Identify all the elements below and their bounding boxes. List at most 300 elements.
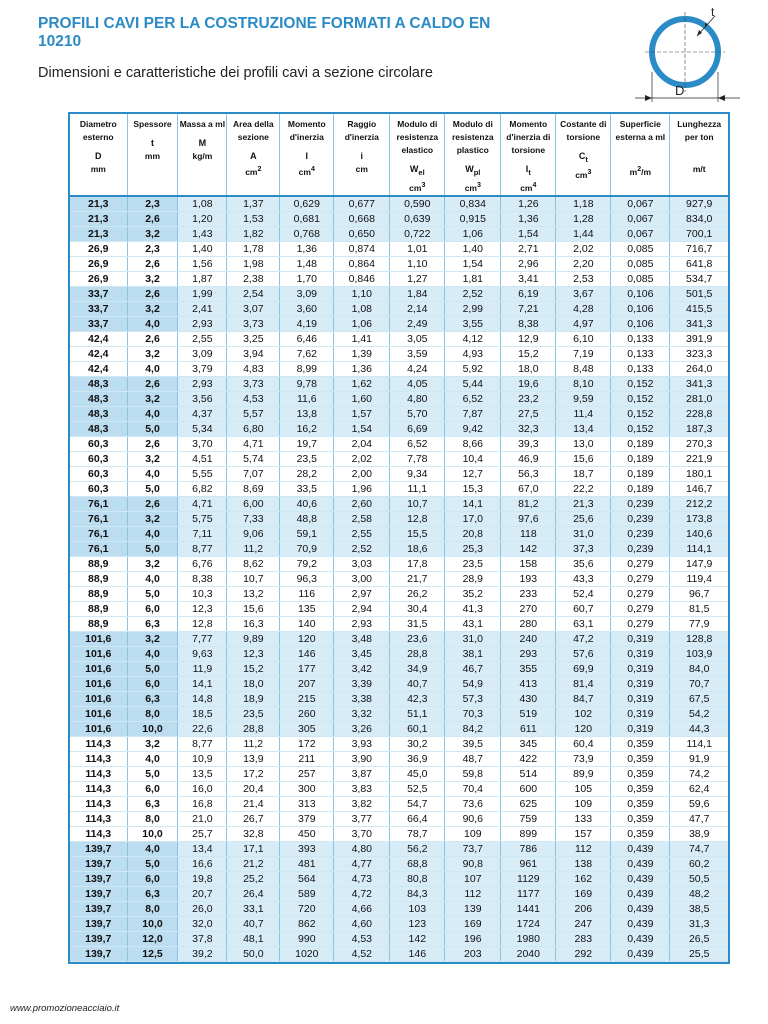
table-cell: 3,00 xyxy=(334,571,390,586)
table-cell: 51,1 xyxy=(390,706,445,721)
table-cell: 114,1 xyxy=(670,541,728,556)
table-cell: 2,60 xyxy=(334,496,390,511)
table-cell: 17,8 xyxy=(390,556,445,571)
table-cell: 35,6 xyxy=(556,556,611,571)
table-cell: 4,77 xyxy=(334,856,390,871)
table-cell: 3,39 xyxy=(334,676,390,691)
table-cell: 114,3 xyxy=(70,826,127,841)
table-cell: 56,2 xyxy=(390,841,445,856)
table-cell: 2,41 xyxy=(178,301,227,316)
table-cell: 3,56 xyxy=(178,391,227,406)
table-cell: 2,71 xyxy=(501,241,556,256)
table-cell: 105 xyxy=(556,781,611,796)
table-cell: 0,834 xyxy=(445,196,501,212)
table-cell: 2,49 xyxy=(390,316,445,331)
table-cell: 1,53 xyxy=(227,211,280,226)
table-cell: 6,80 xyxy=(227,421,280,436)
table-cell: 13,9 xyxy=(227,751,280,766)
table-cell: 4,93 xyxy=(445,346,501,361)
page-subtitle: Dimensioni e caratteristiche dei profili cavi a sezione circolare xyxy=(38,65,433,81)
table-cell: 74,7 xyxy=(670,841,728,856)
table-row xyxy=(70,331,728,346)
table-cell: 4,28 xyxy=(556,301,611,316)
table-cell: 2,99 xyxy=(445,301,501,316)
thickness-label: t xyxy=(711,5,715,19)
table-cell: 8,38 xyxy=(501,316,556,331)
table-cell: 13,4 xyxy=(556,421,611,436)
table-cell: 76,1 xyxy=(70,496,127,511)
table-cell: 0,085 xyxy=(611,241,670,256)
table-row xyxy=(70,661,728,676)
table-cell: 8,66 xyxy=(445,436,501,451)
table-cell: 2,02 xyxy=(556,241,611,256)
table-cell: 7,07 xyxy=(227,466,280,481)
table-cell: 59,6 xyxy=(670,796,728,811)
table-cell: 1,27 xyxy=(390,271,445,286)
table-cell: 96,3 xyxy=(280,571,334,586)
table-cell: 2,6 xyxy=(127,496,178,511)
table-cell: 4,72 xyxy=(334,886,390,901)
table-cell: 5,75 xyxy=(178,511,227,526)
table-cell: 4,53 xyxy=(334,931,390,946)
column-header xyxy=(127,114,178,196)
table-cell: 0,874 xyxy=(334,241,390,256)
table-cell: 180,1 xyxy=(670,466,728,481)
table-cell: 101,6 xyxy=(70,706,127,721)
table-cell: 42,4 xyxy=(70,346,127,361)
table-row xyxy=(70,481,728,496)
table-cell: 215 xyxy=(280,691,334,706)
column-symbol: D xyxy=(95,151,102,161)
table-cell: 1,56 xyxy=(178,256,227,271)
table-cell: 48,3 xyxy=(70,376,127,391)
table-cell: 52,4 xyxy=(556,586,611,601)
table-cell: 6,0 xyxy=(127,781,178,796)
table-cell: 90,6 xyxy=(445,811,501,826)
table-cell: 123 xyxy=(390,916,445,931)
table-cell: 3,2 xyxy=(127,511,178,526)
column-unit: $cm^4$ xyxy=(520,180,537,193)
table-cell: 0,846 xyxy=(334,271,390,286)
table-cell: 70,7 xyxy=(670,676,728,691)
table-cell: 5,70 xyxy=(390,406,445,421)
table-cell: 228,8 xyxy=(670,406,728,421)
table-cell: 101,6 xyxy=(70,661,127,676)
table-cell: 13,8 xyxy=(280,406,334,421)
table-cell: 146,7 xyxy=(670,481,728,496)
table-cell: 114,1 xyxy=(670,736,728,751)
table-cell: 22,6 xyxy=(178,721,227,736)
table-cell: 26,9 xyxy=(70,271,127,286)
table-cell: 31,0 xyxy=(445,631,501,646)
table-cell: 9,06 xyxy=(227,526,280,541)
table-cell: 3,09 xyxy=(280,286,334,301)
table-cell: 5,0 xyxy=(127,481,178,496)
column-symbol: $I_t$ xyxy=(525,164,531,177)
table-cell: 43,1 xyxy=(445,616,501,631)
table-cell: 5,92 xyxy=(445,361,501,376)
table-cell: 30,4 xyxy=(390,601,445,616)
table-cell: 6,52 xyxy=(390,436,445,451)
table-cell: 0,085 xyxy=(611,256,670,271)
table-cell: 211 xyxy=(280,751,334,766)
table-cell: 90,8 xyxy=(445,856,501,871)
table-cell: 14,1 xyxy=(445,496,501,511)
table-cell: 54,7 xyxy=(390,796,445,811)
table-row xyxy=(70,841,728,856)
table-cell: 21,0 xyxy=(178,811,227,826)
table-cell: 0,319 xyxy=(611,676,670,691)
table-cell: 379 xyxy=(280,811,334,826)
table-cell: 283 xyxy=(556,931,611,946)
table-cell: 786 xyxy=(501,841,556,856)
table-cell: 2,6 xyxy=(127,256,178,271)
table-cell: 140 xyxy=(280,616,334,631)
table-cell: 15,6 xyxy=(227,601,280,616)
table-cell: 78,7 xyxy=(390,826,445,841)
table-cell: 264,0 xyxy=(670,361,728,376)
column-symbol: A xyxy=(250,151,257,161)
table-cell: 15,3 xyxy=(445,481,501,496)
table-cell: 3,2 xyxy=(127,301,178,316)
table-cell: 119,4 xyxy=(670,571,728,586)
table-cell: 4,0 xyxy=(127,361,178,376)
table-cell: 4,0 xyxy=(127,526,178,541)
table-cell: 4,37 xyxy=(178,406,227,421)
table-cell: 138 xyxy=(556,856,611,871)
table-cell: 79,2 xyxy=(280,556,334,571)
table-cell: 3,73 xyxy=(227,316,280,331)
table-cell: 281,0 xyxy=(670,391,728,406)
table-cell: 16,3 xyxy=(227,616,280,631)
table-cell: 0,189 xyxy=(611,481,670,496)
table-cell: 133 xyxy=(556,811,611,826)
table-cell: 103,9 xyxy=(670,646,728,661)
table-row xyxy=(70,271,728,286)
table-cell: 0,319 xyxy=(611,631,670,646)
table-cell: 50,0 xyxy=(227,946,280,961)
table-row xyxy=(70,376,728,391)
table-cell: 5,0 xyxy=(127,421,178,436)
table-cell: 114,3 xyxy=(70,766,127,781)
table-cell: 0,359 xyxy=(611,766,670,781)
table-cell: 16,2 xyxy=(280,421,334,436)
table-cell: 33,7 xyxy=(70,316,127,331)
table-cell: 257 xyxy=(280,766,334,781)
table-cell: 40,6 xyxy=(280,496,334,511)
table-cell: 54,9 xyxy=(445,676,501,691)
table-row xyxy=(70,436,728,451)
table-cell: 0,681 xyxy=(280,211,334,226)
table-cell: 139,7 xyxy=(70,871,127,886)
table-cell: 1,96 xyxy=(334,481,390,496)
table-cell: 169 xyxy=(556,886,611,901)
column-name: Momento d'inerzia di torsione xyxy=(506,119,551,155)
table-cell: 48,1 xyxy=(227,931,280,946)
table-cell: 103 xyxy=(390,901,445,916)
table-row xyxy=(70,196,728,212)
column-symbol: $W_{el}$ xyxy=(409,164,425,177)
table-cell: 42,4 xyxy=(70,331,127,346)
table-cell: 6,52 xyxy=(445,391,501,406)
table-cell: 0,239 xyxy=(611,526,670,541)
table-cell: 1,37 xyxy=(227,196,280,212)
table-cell: 0,067 xyxy=(611,196,670,212)
table-cell: 1,98 xyxy=(227,256,280,271)
table-cell: 14,1 xyxy=(178,676,227,691)
table-cell: 8,48 xyxy=(556,361,611,376)
table-cell: 19,7 xyxy=(280,436,334,451)
table-cell: 26,2 xyxy=(390,586,445,601)
table-cell: 0,106 xyxy=(611,316,670,331)
table-cell: 18,7 xyxy=(556,466,611,481)
table-row xyxy=(70,766,728,781)
table-cell: 4,0 xyxy=(127,646,178,661)
table-cell: 8,77 xyxy=(178,736,227,751)
table-cell: 3,87 xyxy=(334,766,390,781)
table-cell: 2,6 xyxy=(127,286,178,301)
table-cell: 32,0 xyxy=(178,916,227,931)
table-cell: 564 xyxy=(280,871,334,886)
table-cell: 16,8 xyxy=(178,796,227,811)
column-symbol: $C_t$ xyxy=(578,151,588,164)
table-cell: 12,9 xyxy=(501,331,556,346)
table-cell: 12,8 xyxy=(178,616,227,631)
table-cell: 0,319 xyxy=(611,661,670,676)
table-cell: 4,71 xyxy=(227,436,280,451)
column-symbol: M xyxy=(198,138,207,148)
table-cell: 8,0 xyxy=(127,811,178,826)
table-cell: 57,6 xyxy=(556,646,611,661)
table-row xyxy=(70,316,728,331)
table-row xyxy=(70,781,728,796)
table-cell: 2,3 xyxy=(127,196,178,212)
table-cell: 40,7 xyxy=(390,676,445,691)
table-cell: 834,0 xyxy=(670,211,728,226)
table-cell: 6,82 xyxy=(178,481,227,496)
column-header xyxy=(334,114,390,196)
table-cell: 39,5 xyxy=(445,736,501,751)
table-cell: 114,3 xyxy=(70,736,127,751)
table-row xyxy=(70,931,728,946)
table-cell: 101,6 xyxy=(70,631,127,646)
table-cell: 0,319 xyxy=(611,721,670,736)
table-cell: 26,9 xyxy=(70,256,127,271)
section-properties-table xyxy=(68,112,730,964)
table-cell: 2,3 xyxy=(127,241,178,256)
table-cell: 0,768 xyxy=(280,226,334,241)
table-cell: 11,6 xyxy=(280,391,334,406)
table-cell: 2,93 xyxy=(178,316,227,331)
table-cell: 1,54 xyxy=(334,421,390,436)
column-unit: $cm^3$ xyxy=(464,180,481,193)
table-cell: 2,6 xyxy=(127,211,178,226)
table-cell: 17,2 xyxy=(227,766,280,781)
table-cell: 114,3 xyxy=(70,781,127,796)
table-cell: 81,4 xyxy=(556,676,611,691)
table-cell: 4,51 xyxy=(178,451,227,466)
table-cell: 13,2 xyxy=(227,586,280,601)
table-cell: 4,73 xyxy=(334,871,390,886)
table-cell: 0,359 xyxy=(611,826,670,841)
table-row xyxy=(70,301,728,316)
column-header xyxy=(611,114,670,196)
table-cell: 142 xyxy=(501,541,556,556)
table-cell: 157 xyxy=(556,826,611,841)
table-cell: 1,84 xyxy=(390,286,445,301)
table-cell: 961 xyxy=(501,856,556,871)
table-cell: 0,133 xyxy=(611,331,670,346)
table-cell: 17,0 xyxy=(445,511,501,526)
table-cell: 10,0 xyxy=(127,916,178,931)
table-cell: 25,6 xyxy=(556,511,611,526)
table-cell: 1,28 xyxy=(556,211,611,226)
table-cell: 18,6 xyxy=(390,541,445,556)
table-cell: 3,79 xyxy=(178,361,227,376)
table-cell: 6,69 xyxy=(390,421,445,436)
table-cell: 73,6 xyxy=(445,796,501,811)
table-cell: 109 xyxy=(556,796,611,811)
table-cell: 0,189 xyxy=(611,451,670,466)
table-cell: 5,44 xyxy=(445,376,501,391)
table-cell: 0,106 xyxy=(611,286,670,301)
column-header xyxy=(445,114,501,196)
table-cell: 700,1 xyxy=(670,226,728,241)
table-cell: 1,36 xyxy=(334,361,390,376)
table-cell: 162 xyxy=(556,871,611,886)
table-cell: 1,06 xyxy=(334,316,390,331)
table-cell: 0,439 xyxy=(611,931,670,946)
table-cell: 1,36 xyxy=(280,241,334,256)
table-cell: 3,2 xyxy=(127,631,178,646)
table-cell: 720 xyxy=(280,901,334,916)
table-cell: 18,0 xyxy=(501,361,556,376)
table-cell: 1,01 xyxy=(390,241,445,256)
column-unit: mm xyxy=(90,164,106,174)
table-cell: 54,2 xyxy=(670,706,728,721)
footer-url[interactable]: www.promozioneacciaio.it xyxy=(10,1003,120,1014)
table-cell: 84,2 xyxy=(445,721,501,736)
table-cell: 4,53 xyxy=(227,391,280,406)
table-cell: 139,7 xyxy=(70,916,127,931)
table-cell: 212,2 xyxy=(670,496,728,511)
table-cell: 305 xyxy=(280,721,334,736)
table-cell: 3,2 xyxy=(127,271,178,286)
table-cell: 0,085 xyxy=(611,271,670,286)
table-cell: 15,5 xyxy=(390,526,445,541)
table-cell: 38,5 xyxy=(670,901,728,916)
table-cell: 38,9 xyxy=(670,826,728,841)
table-cell: 2,52 xyxy=(334,541,390,556)
table-cell: 206 xyxy=(556,901,611,916)
table-row xyxy=(70,616,728,631)
table-cell: 2,52 xyxy=(445,286,501,301)
table-cell: 2,54 xyxy=(227,286,280,301)
table-cell: 3,2 xyxy=(127,556,178,571)
table-cell: 1,41 xyxy=(334,331,390,346)
table-cell: 862 xyxy=(280,916,334,931)
table-cell: 0,189 xyxy=(611,466,670,481)
column-header xyxy=(390,114,445,196)
table-cell: 8,10 xyxy=(556,376,611,391)
table-row xyxy=(70,421,728,436)
table-cell: 0,106 xyxy=(611,301,670,316)
column-symbol: I xyxy=(305,151,309,161)
table-cell: 48,3 xyxy=(70,421,127,436)
table-row xyxy=(70,361,728,376)
table-cell: 3,07 xyxy=(227,301,280,316)
table-cell: 97,6 xyxy=(501,511,556,526)
table-cell: 0,359 xyxy=(611,736,670,751)
table-cell: 4,0 xyxy=(127,841,178,856)
table-cell: 0,319 xyxy=(611,706,670,721)
table-cell: 57,3 xyxy=(445,691,501,706)
column-symbol: $W_{pl}$ xyxy=(465,164,481,177)
table-cell: 80,8 xyxy=(390,871,445,886)
table-cell: 0,439 xyxy=(611,856,670,871)
table-row xyxy=(70,691,728,706)
table-cell: 0,279 xyxy=(611,586,670,601)
table-row xyxy=(70,631,728,646)
table-cell: 31,0 xyxy=(556,526,611,541)
table-cell: 2,55 xyxy=(178,331,227,346)
table-cell: 36,9 xyxy=(390,751,445,766)
table-cell: 60,3 xyxy=(70,466,127,481)
table-cell: 759 xyxy=(501,811,556,826)
column-name: Modulo di resistenza elastico xyxy=(396,119,439,155)
table-cell: 173,8 xyxy=(670,511,728,526)
table-cell: 139,7 xyxy=(70,841,127,856)
table-cell: 1,57 xyxy=(334,406,390,421)
table-cell: 0,590 xyxy=(390,196,445,212)
table-cell: 18,9 xyxy=(227,691,280,706)
table-row xyxy=(70,466,728,481)
table-cell: 107 xyxy=(445,871,501,886)
column-unit: m/t xyxy=(692,164,706,174)
table-row xyxy=(70,406,728,421)
table-cell: 2040 xyxy=(501,946,556,961)
table-cell: 6,46 xyxy=(280,331,334,346)
table-cell: 5,0 xyxy=(127,541,178,556)
table-cell: 102 xyxy=(556,706,611,721)
table-row xyxy=(70,586,728,601)
table-cell: 0,067 xyxy=(611,226,670,241)
table-cell: 341,3 xyxy=(670,376,728,391)
table-cell: 69,9 xyxy=(556,661,611,676)
table-cell: 3,59 xyxy=(390,346,445,361)
table-cell: 47,7 xyxy=(670,811,728,826)
column-name: Superficie esterna a ml xyxy=(615,119,666,142)
table-cell: 16,6 xyxy=(178,856,227,871)
table-cell: 1,60 xyxy=(334,391,390,406)
table-cell: 101,6 xyxy=(70,691,127,706)
table-cell: 42,4 xyxy=(70,361,127,376)
table-cell: 60,3 xyxy=(70,436,127,451)
table-cell: 60,2 xyxy=(670,856,728,871)
table-cell: 26,7 xyxy=(227,811,280,826)
table-cell: 7,19 xyxy=(556,346,611,361)
table-cell: 6,0 xyxy=(127,871,178,886)
column-unit: cm xyxy=(355,164,368,174)
table-cell: 3,2 xyxy=(127,451,178,466)
table-cell: 33,5 xyxy=(280,481,334,496)
table-cell: 2,93 xyxy=(178,376,227,391)
table-cell: 15,2 xyxy=(227,661,280,676)
table-cell: 7,87 xyxy=(445,406,501,421)
table-cell: 12,8 xyxy=(390,511,445,526)
table-cell: 1,40 xyxy=(445,241,501,256)
table-cell: 203 xyxy=(445,946,501,961)
